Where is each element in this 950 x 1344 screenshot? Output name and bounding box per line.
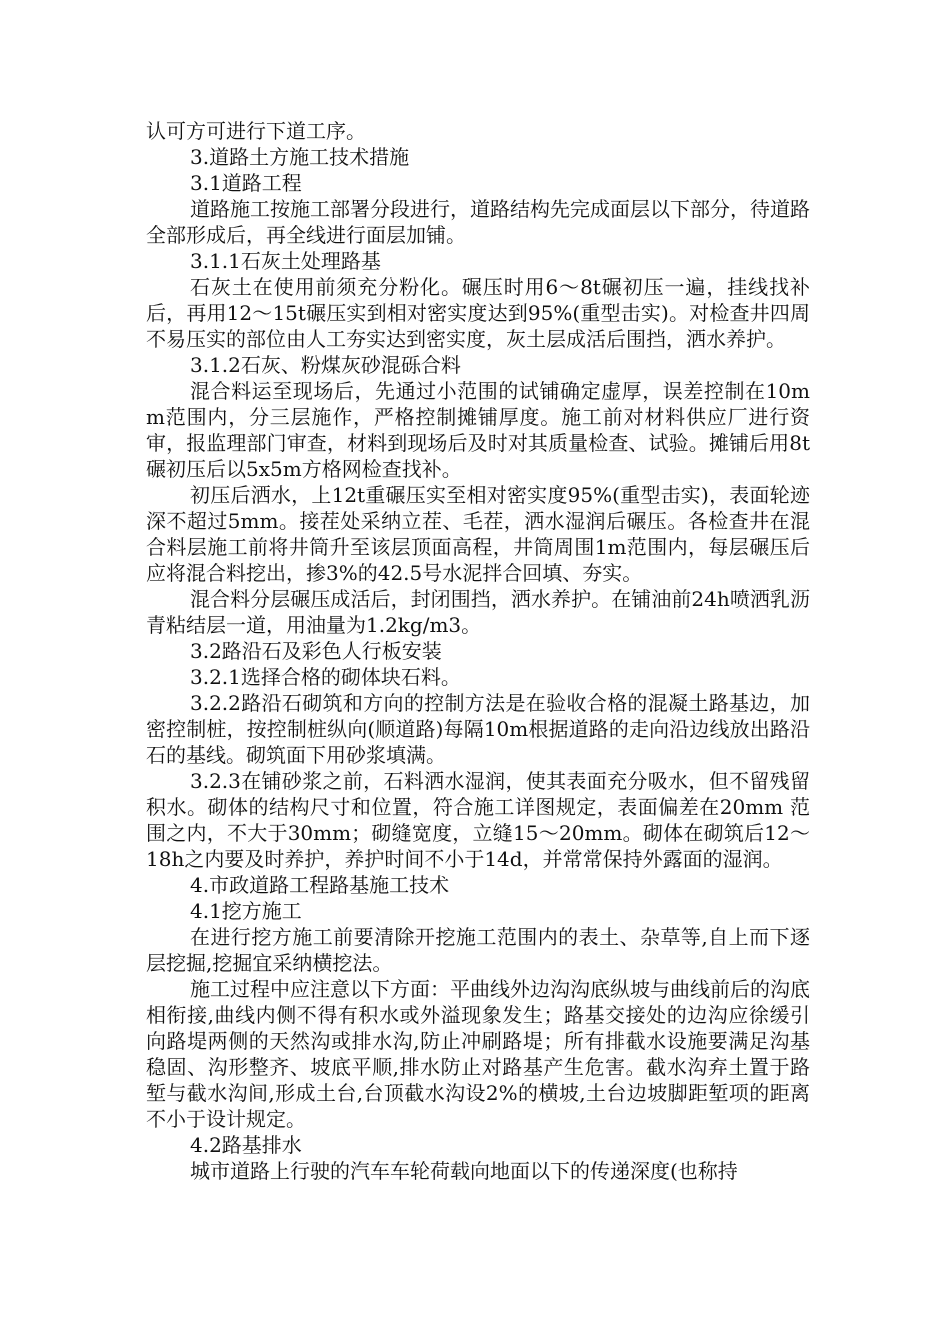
section-heading-4-1: 4.1挖方施工 <box>190 899 302 923</box>
body-paragraph: 混合料运至现场后，先通过小范围的试铺确定虚厚，误差控制在10mm范围内，分三层施作，严格控制摊铺厚度。施工前对材料供应厂进行资审，报监理部门审查，材料到现场后及时对其质量检查、试验。摊铺后用8t碾初压后以5x5m方格网检查找补。 <box>146 379 810 481</box>
section-heading-4: 4.市政道路工程路基施工技术 <box>190 873 450 897</box>
section-heading-3: 3.道路土方施工技术措施 <box>190 145 410 169</box>
body-paragraph: 初压后洒水，上12t重碾压实至相对密实度95%(重型击实)，表面轮迹深不超过5mm。接茬处采纳立茬、毛茬，洒水湿润后碾压。各检查井在混合料层施工前将井筒升至该层顶面高程，井筒周围1m范围内，每层碾压后应将混合料挖出，掺3%的42.5号水泥拌合回填、夯实。 <box>146 483 810 585</box>
body-paragraph: 在进行挖方施工前要清除开挖施工范围内的表土、杂草等,自上而下逐层挖掘,挖掘宜采纳横挖法。 <box>146 925 810 975</box>
document-page <box>146 118 810 1184</box>
body-paragraph-3-2-3: 3.2.3在铺砂浆之前，石料洒水湿润，使其表面充分吸水，但不留残留积水。砌体的结构尺寸和位置，符合施工详图规定，表面偏差在20mm 范围之内，不大于30mm；砌缝宽度，立缝15～20mm。砌体在砌筑后12～18h之内要及时养护，养护时间不小于14d，并常常保持外露面的湿润。 <box>146 769 810 871</box>
body-paragraph: 混合料分层碾压成活后，封闭围挡，洒水养护。在铺油前24h喷洒乳沥青粘结层一道，用油量为1.2kg/m3。 <box>146 587 810 637</box>
body-paragraph: 石灰土在使用前须充分粉化。碾压时用6～8t碾初压一遍，挂线找补后，再用12～15t碾压实到相对密实度达到95%(重型击实)。对检查井四周不易压实的部位由人工夯实达到密实度，灰土层成活后围挡，洒水养护。 <box>146 275 810 351</box>
section-heading-3-1-1: 3.1.1石灰土处理路基 <box>190 249 381 273</box>
body-paragraph: 城市道路上行驶的汽车车轮荷载向地面以下的传递深度(也称持 <box>190 1159 738 1183</box>
section-heading-4-2: 4.2路基排水 <box>190 1133 302 1157</box>
body-paragraph-3-2-2: 3.2.2路沿石砌筑和方向的控制方法是在验收合格的混凝土路基边，加密控制桩，按控制桩纵向(顺道路)每隔10m根据道路的走向沿边线放出路沿石的基线。砌筑面下用砂浆填满。 <box>146 691 810 767</box>
section-heading-3-1: 3.1道路工程 <box>190 171 302 195</box>
body-paragraph: 道路施工按施工部署分段进行，道路结构先完成面层以下部分，待道路全部形成后，再全线进行面层加铺。 <box>146 197 810 247</box>
section-heading-3-2: 3.2路沿石及彩色人行板安装 <box>190 639 442 663</box>
section-heading-3-1-2: 3.1.2石灰、粉煤灰砂混砾合料 <box>190 353 461 377</box>
section-heading-3-2-1: 3.2.1选择合格的砌体块石料。 <box>190 665 461 689</box>
continuation-paragraph: 认可方可进行下道工序。 <box>146 119 366 143</box>
body-paragraph: 施工过程中应注意以下方面：平曲线外边沟沟底纵坡与曲线前后的沟底相衔接,曲线内侧不得有积水或外溢现象发生；路基交接处的边沟应徐缓引向路堤两侧的天然沟或排水沟,防止冲刷路堤；所有排截水设施要满足沟基稳固、沟形整齐、坡底平顺,排水防止对路基产生危害。截水沟弃土置于路堑与截水沟间,形成土台,台顶截水沟设2%的横坡,土台边坡脚距堑项的距离不小于设计规定。 <box>146 977 810 1131</box>
